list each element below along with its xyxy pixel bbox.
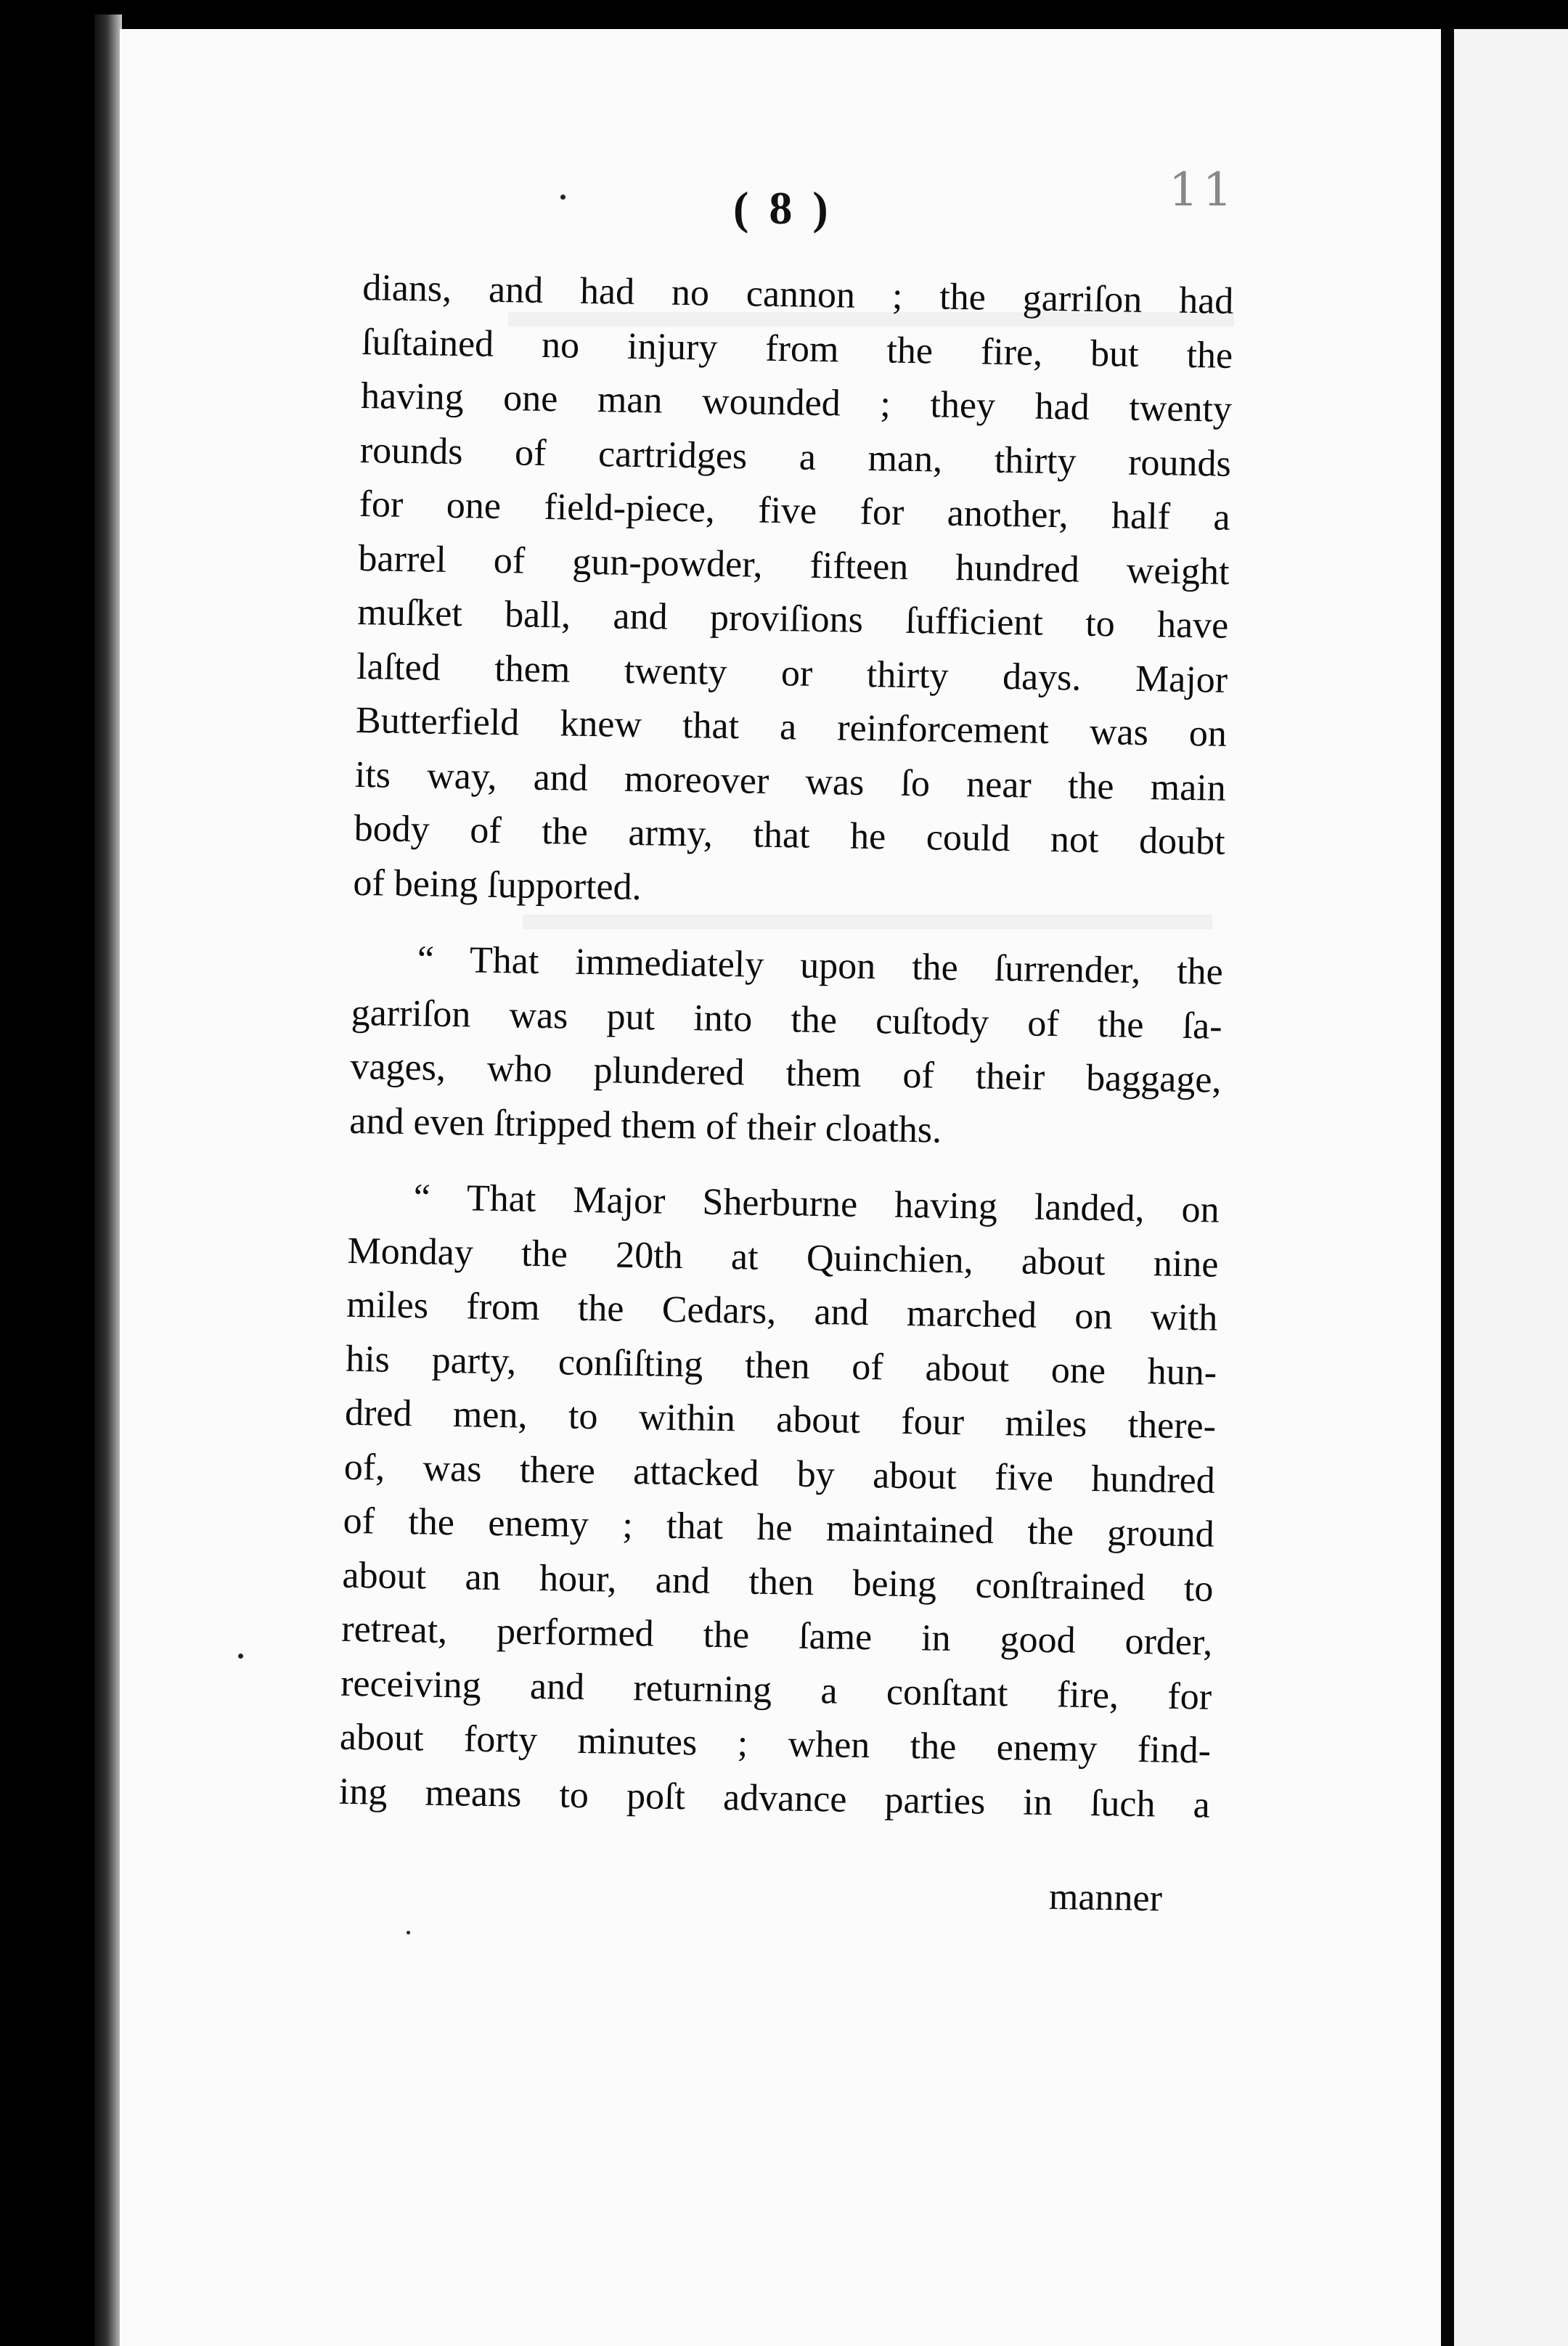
text-line: laſted them twenty or thirty days. Major: [356, 645, 1228, 701]
text-line: about an hour, and then being conſtrained to: [342, 1554, 1214, 1610]
text-line: “ That Major Sherburne having landed, on: [413, 1177, 1220, 1231]
text-line: having one man wounded ; they had twenty: [360, 375, 1233, 430]
text-line: Butterfield knew that a reinforcement was on: [355, 699, 1228, 755]
text-line: of being ſupported.: [353, 862, 642, 908]
text-line: dians, and had no cannon ; the garriſon had: [362, 266, 1234, 322]
paragraph: [338, 1170, 1220, 1833]
facing-page-edge: [1454, 29, 1568, 2346]
text-line: rounds of cartridges a man, thirty rounds: [359, 429, 1232, 485]
stray-dot: [560, 195, 565, 200]
paragraph: [349, 932, 1224, 1162]
text-line: barrel of gun-powder, fifteen hundred weight: [358, 537, 1230, 593]
text-line: about forty minutes ; when the enemy find-: [339, 1716, 1212, 1772]
text-line: ſuſtained no injury from the fire, but the: [361, 321, 1233, 377]
stray-dot: [238, 1654, 243, 1659]
body-text: [338, 261, 1234, 1833]
catchword: manner: [1048, 1876, 1163, 1920]
text-line: garriſon was put into the cuſtody of the ſa-: [351, 992, 1223, 1047]
text-line: body of the army, that he could not doubt: [354, 807, 1226, 863]
corner-mark: 11: [1169, 163, 1237, 217]
page-binding-edge: [94, 15, 122, 2346]
text-line: of the enemy ; that he maintained the ground: [343, 1500, 1215, 1556]
text-line: ing means to poſt advance parties in ſuch a: [338, 1770, 1211, 1826]
text-line: and even ſtripped them of their cloaths.: [348, 1100, 942, 1151]
text-line: vages, who plundered them of their baggage,: [350, 1045, 1222, 1101]
text-line: muſket ball, and proviſions ſufficient to have: [356, 591, 1229, 647]
text-line: of, was there attacked by about five hundred: [343, 1446, 1216, 1502]
stray-dot: [407, 1931, 410, 1934]
paragraph: [353, 261, 1234, 924]
text-line: receiving and returning a conſtant fire, for: [340, 1662, 1212, 1718]
text-line: retreat, performed the ſame in good order,: [340, 1608, 1213, 1664]
text-line: his party, conſiſting then of about one hun-: [345, 1338, 1217, 1394]
page-number: ( 8 ): [733, 182, 833, 234]
text-line: “ That immediately upon the ſurrender, the: [417, 939, 1224, 993]
gutter-shadow: [1441, 29, 1454, 2346]
text-line: dred men, to within about four miles there-: [344, 1391, 1217, 1447]
text-line: Monday the 20th at Quinchien, about nine: [347, 1230, 1219, 1286]
text-line: miles from the Cedars, and marched on with: [346, 1283, 1218, 1339]
text-line: its way, and moreover was ſo near the main: [354, 753, 1227, 809]
text-line: for one field-piece, five for another, half a: [359, 483, 1231, 539]
